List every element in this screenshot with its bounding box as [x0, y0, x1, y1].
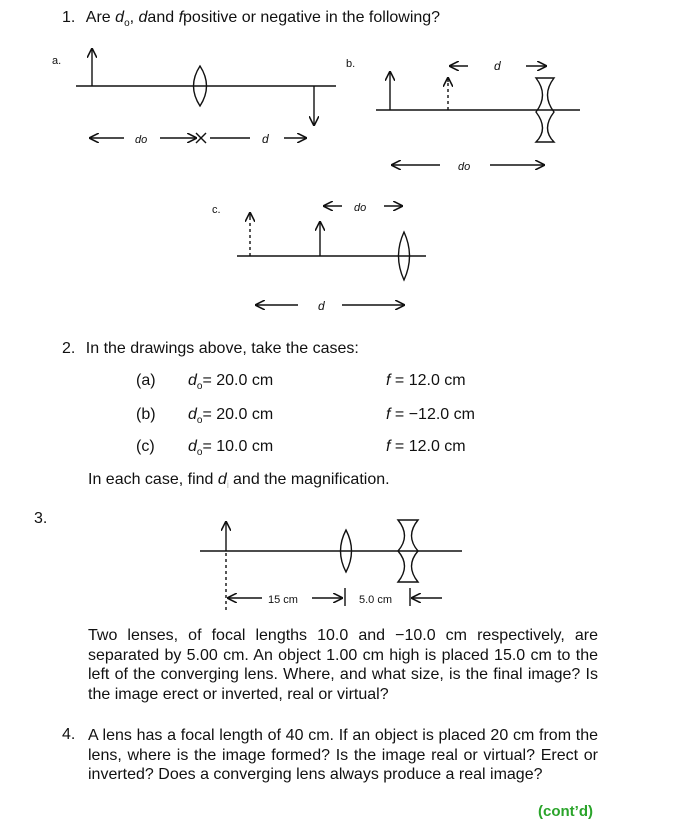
q1-heading: 1. Are $d_o$, dand fpositive or negative in the following?	[62, 9, 441, 30]
find-sub: i	[226, 480, 230, 492]
q2-case-a	[136, 372, 156, 390]
q2-case-b	[136, 406, 156, 424]
fig-a-label: a.	[52, 55, 62, 67]
case-tag: (c)	[136, 438, 155, 455]
case-do-val: = 10.0 cm	[202, 438, 274, 455]
find-sym: d	[217, 471, 227, 488]
figure-3	[200, 520, 462, 612]
find-suffix: and the magnification.	[233, 471, 390, 488]
case-do-sym: d	[188, 406, 197, 423]
fig3-dist1-label: 15 cm	[268, 594, 298, 606]
case-tag: (a)	[136, 372, 156, 389]
fig-c-label: c.	[212, 204, 221, 216]
q2-case-c	[136, 438, 155, 456]
case-do-sub: o	[196, 415, 203, 427]
fig-a-d-label: d	[262, 132, 269, 146]
case-tag: (b)	[136, 406, 156, 423]
q2-case-a-f	[386, 372, 466, 390]
fig-c-do-label: do	[354, 202, 367, 214]
q1-word-and: and	[147, 9, 175, 26]
q1-suffix: positive or negative in the following?	[183, 9, 441, 26]
figure-b	[376, 66, 580, 165]
case-f-val: = 12.0 cm	[394, 372, 466, 389]
q3-number: 3.	[34, 510, 48, 527]
q2-find-line	[88, 471, 390, 491]
case-f-val: = 12.0 cm	[394, 438, 466, 455]
q1-number: 1.	[62, 9, 76, 26]
contd-label: (cont’d)	[538, 803, 593, 820]
q1-sym-f: f	[178, 9, 184, 26]
case-f-sym: f	[386, 406, 391, 423]
q2-case-b-do	[188, 406, 273, 426]
q2-case-c-f	[386, 438, 466, 456]
q3-text: Two lenses, of focal lengths 10.0 and −10.0 cm respectively, are separated by 5.00 cm. An object 1.00 cm high is placed 15.0 cm to the left of the converging lens. Where, and what size, is the final image? Is the image erect or inverted, real or virtual?	[88, 627, 598, 703]
fig-b-do-label: do	[458, 161, 471, 173]
fig3-dist2-label: 5.0 cm	[359, 594, 393, 606]
figure-a	[76, 49, 336, 143]
q2-case-a-do	[188, 372, 273, 392]
case-f-sym: f	[386, 438, 391, 455]
q1-sub-o: o	[124, 18, 130, 30]
case-do-val: = 20.0 cm	[202, 406, 274, 423]
case-do-sub: o	[196, 447, 203, 459]
case-do-sym: d	[188, 372, 197, 389]
fig-a-do-label: do	[135, 134, 148, 146]
q1-sym-di: d	[138, 9, 148, 26]
q4-number: 4.	[62, 726, 76, 743]
case-do-sym: d	[188, 438, 197, 455]
figure-c	[237, 206, 426, 305]
case-f-val: = −12.0 cm	[394, 406, 475, 423]
q2-heading	[62, 340, 359, 358]
q4-text: A lens has a focal length of 40 cm. If an object is placed 20 cm from the lens, where is the image formed? Is the image real or virtual? Erect or inverted? Does a converging lens always produce a real image?	[88, 727, 598, 783]
case-do-val: = 20.0 cm	[202, 372, 274, 389]
case-do-sub: o	[196, 381, 203, 393]
q2-case-c-do	[188, 438, 273, 458]
q1-sym-do: d	[115, 9, 125, 26]
q2-case-b-f	[386, 406, 475, 424]
fig-b-label: b.	[346, 58, 356, 70]
case-f-sym: f	[386, 372, 391, 389]
find-prefix: In each case, find	[88, 471, 214, 488]
fig-b-d-label: d	[494, 59, 501, 73]
q2-number: 2.	[62, 340, 76, 357]
q2-intro: In the drawings above, take the cases:	[85, 340, 359, 357]
fig-c-d-label: d	[318, 299, 325, 313]
q1-prefix: Are	[85, 9, 111, 26]
